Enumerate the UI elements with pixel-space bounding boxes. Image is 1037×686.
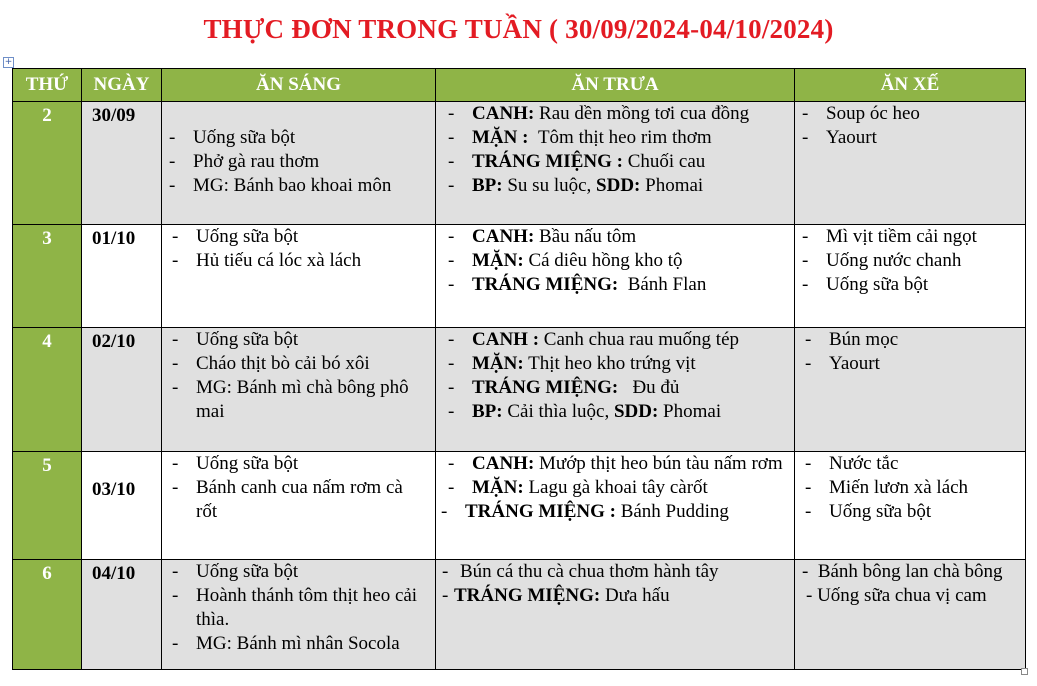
list-item: - Nước tắc (805, 453, 899, 474)
header-an-xe: ĂN XẾ (795, 69, 1026, 102)
breakfast-cell (162, 328, 436, 452)
lunch-cell (436, 102, 795, 225)
list-item: - CANH: Mướp thịt heo bún tàu nấm rơm (448, 453, 783, 474)
date-cell: 04/10 (82, 560, 162, 670)
table-row (13, 452, 1026, 560)
list-item: - MẶN: Thịt heo kho trứng vịt (448, 353, 696, 374)
lunch-cell (436, 452, 795, 560)
list-item: - Bún cá thu cà chua thơm hành tây (442, 561, 719, 582)
list-item: - Uống sữa bột (172, 226, 299, 247)
list-item: - Phở gà rau thơm (169, 151, 320, 172)
table-row (13, 328, 1026, 452)
list-item: - TRÁNG MIỆNG : Chuối cau (448, 151, 706, 172)
day-cell: 6 (13, 560, 82, 670)
day-cell: 5 (13, 452, 82, 560)
list-item: - Cháo thịt bò cải bó xôi (172, 353, 370, 374)
date-cell: 30/09 (82, 102, 162, 225)
snack-cell (795, 225, 1026, 328)
lunch-cell (436, 225, 795, 328)
list-item: - TRÁNG MIỆNG: Dưa hấu (442, 585, 670, 606)
list-item: - CANH: Rau dền mồng tơi cua đồng (448, 103, 750, 124)
date-cell: 01/10 (82, 225, 162, 328)
list-item: - Miến lươn xà lách (805, 477, 969, 498)
day-cell: 3 (13, 225, 82, 328)
list-item: - MG: Bánh bao khoai môn (169, 175, 392, 196)
table-resize-handle[interactable] (1021, 668, 1028, 675)
list-item: - CANH : Canh chua rau muống tép (448, 329, 740, 350)
snack-cell (795, 452, 1026, 560)
list-item: - MG: Bánh mì nhân Socola (172, 633, 400, 654)
header-row (13, 69, 1026, 102)
lunch-cell (436, 328, 795, 452)
list-item: - Bún mọc (805, 329, 899, 350)
list-item: - Hoành thánh tôm thịt heo cải thìa. (172, 585, 418, 630)
list-item: - Bánh bông lan chà bông (802, 561, 1003, 582)
snack-cell (795, 560, 1026, 670)
list-item: - Mì vịt tiềm cải ngọt (802, 226, 977, 247)
date-cell: 03/10 (82, 452, 162, 560)
list-item: - BP: Su su luộc, SDD: Phomai (448, 175, 704, 196)
list-item: - Uống sữa bột (172, 453, 299, 474)
list-item: - TRÁNG MIỆNG: Đu đủ (448, 377, 680, 398)
breakfast-cell (162, 102, 436, 225)
lunch-cell (436, 560, 795, 670)
header-thu: THỨ (13, 69, 82, 102)
snack-cell (795, 102, 1026, 225)
list-item: - MẶN: Cá diêu hồng kho tộ (448, 250, 683, 271)
table-move-handle-icon[interactable]: + (4, 57, 13, 67)
table-row (13, 225, 1026, 328)
snack-cell (795, 328, 1026, 452)
list-item: - MẶN : Tôm thịt heo rim thơm (448, 127, 712, 148)
list-item: - Uống nước chanh (802, 250, 962, 271)
list-item: - Uống sữa chua vị cam (806, 585, 987, 606)
list-item: - BP: Cải thìa luộc, SDD: Phomai (448, 401, 722, 422)
list-item: - Uống sữa bột (805, 501, 932, 522)
list-item: - Yaourt (802, 127, 877, 148)
table-row (13, 560, 1026, 670)
header-an-sang: ĂN SÁNG (162, 69, 436, 102)
day-cell: 4 (13, 328, 82, 452)
menu-table (12, 68, 1026, 670)
page-title: THỰC ĐƠN TRONG TUẦN ( 30/09/2024-04/10/2024) (203, 14, 834, 44)
list-item: - Uống sữa bột (172, 329, 299, 350)
breakfast-cell (162, 560, 436, 670)
list-item: - Uống sữa bột (169, 127, 296, 148)
breakfast-cell (162, 225, 436, 328)
list-item: - MG: Bánh mì chà bông phô mai (172, 377, 409, 422)
list-item: - CANH: Bầu nấu tôm (448, 226, 637, 247)
header-an-trua: ĂN TRƯA (436, 69, 795, 102)
list-item: - Bánh canh cua nấm rơm cà rốt (172, 477, 403, 522)
list-item: - Uống sữa bột (172, 561, 299, 582)
list-item: - TRÁNG MIỆNG : Bánh Pudding (441, 501, 729, 522)
list-item: - MẶN: Lagu gà khoai tây càrốt (448, 477, 708, 498)
date-cell: 02/10 (82, 328, 162, 452)
list-item: - Hủ tiếu cá lóc xà lách (172, 250, 362, 271)
table-row (13, 102, 1026, 225)
list-item: - Soup óc heo (802, 103, 920, 124)
list-item: - Uống sữa bột (802, 274, 929, 295)
breakfast-cell (162, 452, 436, 560)
list-item: - Yaourt (805, 353, 880, 374)
list-item: - TRÁNG MIỆNG: Bánh Flan (448, 274, 707, 295)
header-ngay: NGÀY (82, 69, 162, 102)
day-cell: 2 (13, 102, 82, 225)
